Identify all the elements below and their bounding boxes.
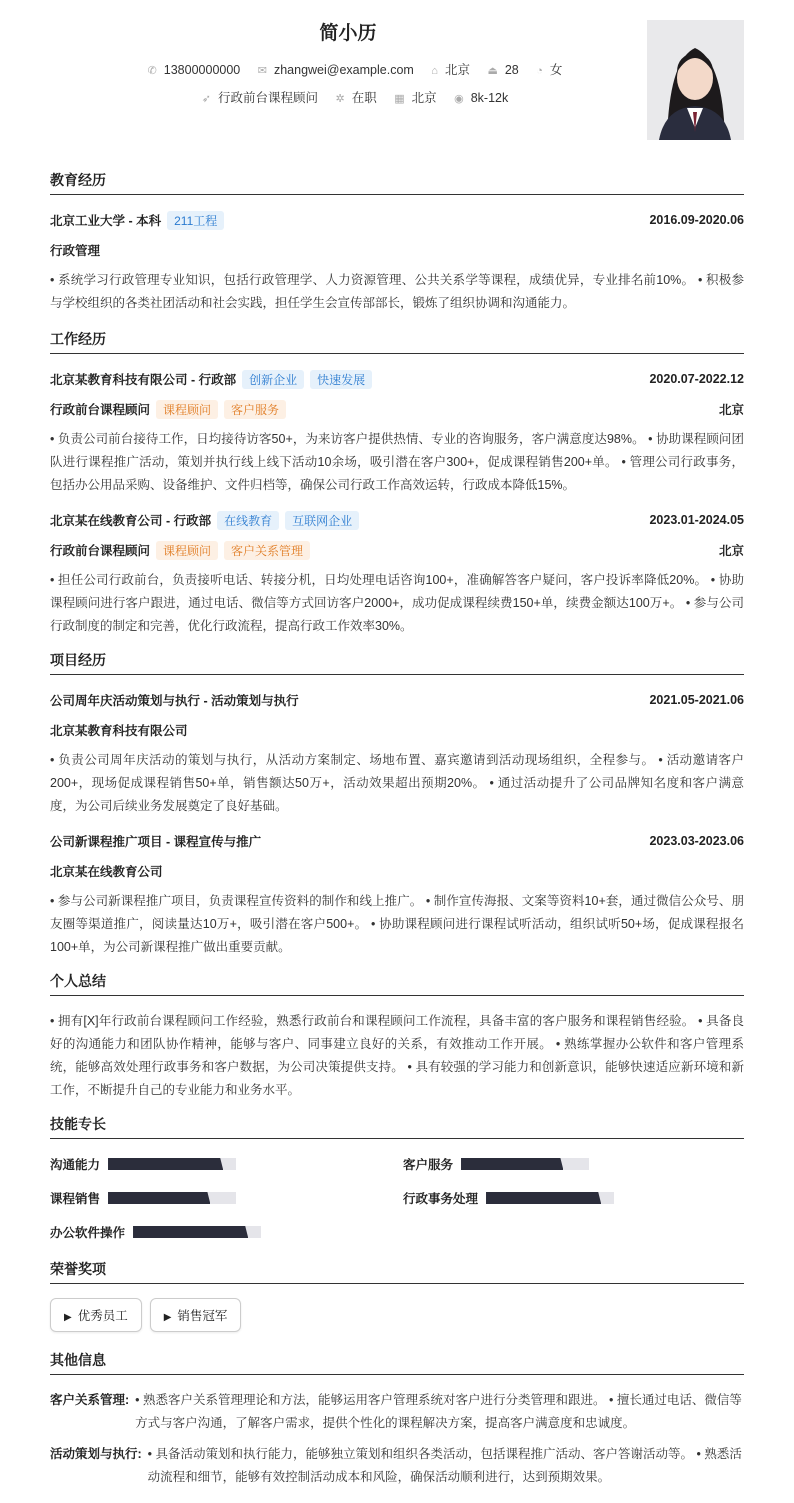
date: 2016.09-2020.06	[649, 213, 744, 227]
section-title: 项目经历	[50, 650, 744, 675]
company-tag: 快速发展	[310, 370, 372, 389]
salary-icon: ◉	[454, 93, 464, 105]
skill-bar	[108, 1158, 236, 1170]
section-title: 教育经历	[50, 170, 744, 195]
other-item	[50, 1443, 744, 1489]
other-key: 客户关系管理:	[50, 1393, 130, 1407]
work-entry	[50, 368, 744, 497]
description: • 参与公司新课程推广项目，负责课程宣传资料的制作和线上推广。 • 制作宣传海报、文案等资料10+套，通过微信公众号、朋友圈等渠道推广，阅读量达10万+，吸引潜在客户500+。 • 协助课程顾问进行课程试听活动，组织试听50+场，促成课程报名100+单，为公司新课程推广做出重要贡献。	[50, 894, 744, 954]
skill-name: 沟通能力	[50, 1158, 101, 1172]
skill-item	[50, 1187, 403, 1209]
project-entry	[50, 830, 744, 959]
role-tag: 客户服务	[224, 400, 286, 419]
other-key: 活动策划与执行:	[50, 1447, 142, 1461]
phone: 13800000000	[163, 63, 241, 77]
section-title: 个人总结	[50, 971, 744, 996]
skill-bar-fill	[461, 1158, 563, 1170]
play-icon: ▶	[64, 1312, 72, 1323]
phone-icon: ✆	[147, 65, 157, 77]
other-value: • 具备活动策划和执行能力，能够独立策划和组织各类活动，包括课程推广活动、客户答谢活动等。 • 熟悉活动流程和细节，能够有效控制活动成本和风险，确保活动顺利进行，达到预期效果。	[147, 1447, 742, 1484]
school-tag: 211工程	[167, 211, 224, 230]
skill-bar	[461, 1158, 589, 1170]
project-org: 北京某教育科技有限公司	[50, 724, 188, 738]
candidate-name: 简小历	[319, 23, 377, 44]
award-badge	[50, 1298, 142, 1332]
gender: 女	[549, 63, 563, 77]
email: zhangwei@example.com	[273, 63, 414, 77]
resume-header	[50, 0, 744, 150]
other-item	[50, 1389, 744, 1435]
company: 北京某在线教育公司 - 行政部	[50, 513, 212, 528]
skill-bar	[108, 1192, 236, 1204]
company-tag: 创新企业	[242, 370, 304, 389]
status-icon: ✲	[335, 93, 345, 105]
send-icon: ➶	[201, 93, 211, 105]
skill-name: 办公软件操作	[50, 1226, 126, 1240]
description: • 负责公司周年庆活动的策划与执行，从活动方案制定、场地布置、嘉宾邀请到活动现场组织，全程参与。 • 活动邀请客户200+，现场促成课程销售50+单，销售额达50万+，活动效果超出预期20%。 • 通过活动提升了公司品牌知名度和客户满意度，为公司后续业务发展奠定了良好基础。	[50, 753, 744, 813]
date: 2020.07-2022.12	[649, 372, 744, 386]
skill-bar	[486, 1192, 614, 1204]
company-tag: 在线教育	[217, 511, 279, 530]
description: • 负责公司前台接待工作，日均接待访客50+，为来访客户提供热情、专业的咨询服务，客户满意度达98%。 • 协助课程顾问团队进行课程推广活动，策划并执行线上线下活动10余场，吸引潜在客户300+，促成课程销售200+单。 • 管理公司行政事务，包括办公用品采购、设备维护、文件归档等，确保公司行政工作高效运转，行政成本降低15%。	[50, 432, 744, 492]
status: 在职	[351, 91, 377, 105]
project-title: 公司周年庆活动策划与执行 - 活动策划与执行	[50, 694, 299, 708]
date: 2023.01-2024.05	[649, 513, 744, 527]
role: 行政前台课程顾问	[50, 543, 151, 558]
skills-section	[50, 1114, 744, 1243]
company: 北京某教育科技有限公司 - 行政部	[50, 372, 237, 387]
description: • 系统学习行政管理专业知识，包括行政管理学、人力资源管理、公共关系学等课程，成绩优异，专业排名前10%。 • 积极参与学校组织的各类社团活动和社会实践，担任学生会宣传部部长，锻炼了组织协调和沟通能力。	[50, 273, 744, 310]
project-entry	[50, 689, 744, 818]
award-badge	[150, 1298, 242, 1332]
date: 2023.03-2023.06	[649, 834, 744, 848]
major: 行政管理	[50, 244, 101, 258]
position: 行政前台课程顾问	[217, 91, 318, 105]
skill-bar-fill	[108, 1158, 223, 1170]
date: 2021.05-2021.06	[649, 693, 744, 707]
contact-row	[50, 60, 646, 78]
skill-bar-fill	[108, 1192, 210, 1204]
avatar-photo	[647, 20, 744, 140]
skill-name: 客户服务	[403, 1158, 454, 1172]
other-value: • 熟悉客户关系管理理论和方法，能够运用客户管理系统对客户进行分类管理和跟进。 • 擅长通过电话、微信等方式与客户沟通，了解客户需求，提供个性化的课程解决方案，提高客户满意度和忠诚度。	[135, 1393, 742, 1430]
work-entry	[50, 509, 744, 638]
section-title: 技能专长	[50, 1114, 744, 1139]
role-tag: 课程顾问	[156, 400, 218, 419]
age-icon: ⏏	[487, 65, 498, 77]
skill-bar-fill	[486, 1192, 601, 1204]
job-intent-row	[50, 88, 646, 106]
skill-name: 课程销售	[50, 1192, 101, 1206]
summary-text: • 拥有[X]年行政前台课程顾问工作经验，熟悉行政前台和课程顾问工作流程，具备丰富的客户服务和课程销售经验。 • 具备良好的沟通能力和团队协作精神，能够与客户、同事建立良好的关系，有效推动工作开展。 • 熟练掌握办公软件和客户管理系统，能够高效处理行政事务和客户数据，为公司决策提供支持。 • 具有较强的学习能力和创新意识，能够快速适应新环境和新工作，不断提升自己的专业能力和业务水平。	[50, 1014, 744, 1097]
skill-item	[403, 1187, 744, 1209]
skill-name: 行政事务处理	[403, 1192, 479, 1206]
email-icon: ✉	[257, 65, 267, 77]
city: 北京	[444, 63, 470, 77]
description: • 担任公司行政前台，负责接听电话、转接分机，日均处理电话咨询100+，准确解答客户疑问，客户投诉率降低20%。 • 协助课程顾问进行客户跟进，通过电话、微信等方式回访客户2000+，成功促成课程续费150+单，续费金额达100万+。 • 参与公司行政制度的制定和完善，优化行政流程，提高行政工作效率30%。	[50, 573, 744, 633]
awards-section	[50, 1259, 744, 1332]
skill-item	[50, 1221, 403, 1243]
section-title: 其他信息	[50, 1350, 744, 1375]
project-org: 北京某在线教育公司	[50, 865, 163, 879]
section-title: 工作经历	[50, 329, 744, 354]
work-section	[50, 329, 744, 638]
skill-item	[50, 1153, 403, 1175]
play-icon: ▶	[163, 1312, 172, 1323]
age: 28	[504, 63, 519, 77]
project-title: 公司新课程推广项目 - 课程宣传与推广	[50, 835, 262, 849]
skill-item	[403, 1153, 744, 1175]
education-section	[50, 170, 744, 315]
salary: 8k-12k	[470, 91, 509, 105]
home-icon: ⌂	[431, 65, 438, 77]
section-title: 荣誉奖项	[50, 1259, 744, 1284]
target-city: 北京	[411, 91, 437, 105]
company-tag: 互联网企业	[285, 511, 359, 530]
work-city: 北京	[718, 403, 744, 417]
other-section	[50, 1350, 744, 1489]
summary-section	[50, 971, 744, 1102]
gender-icon: ◔	[536, 65, 543, 77]
role: 行政前台课程顾问	[50, 402, 151, 417]
role-tag: 课程顾问	[156, 541, 218, 560]
school: 北京工业大学 - 本科	[50, 213, 162, 228]
skill-bar	[133, 1226, 261, 1238]
skill-bar-fill	[133, 1226, 248, 1238]
building-icon: ▦	[394, 93, 405, 105]
role-tag: 客户关系管理	[224, 541, 310, 560]
award-name: 销售冠军	[177, 1309, 228, 1323]
project-section	[50, 650, 744, 959]
work-city: 北京	[718, 544, 744, 558]
award-name: 优秀员工	[77, 1309, 128, 1323]
